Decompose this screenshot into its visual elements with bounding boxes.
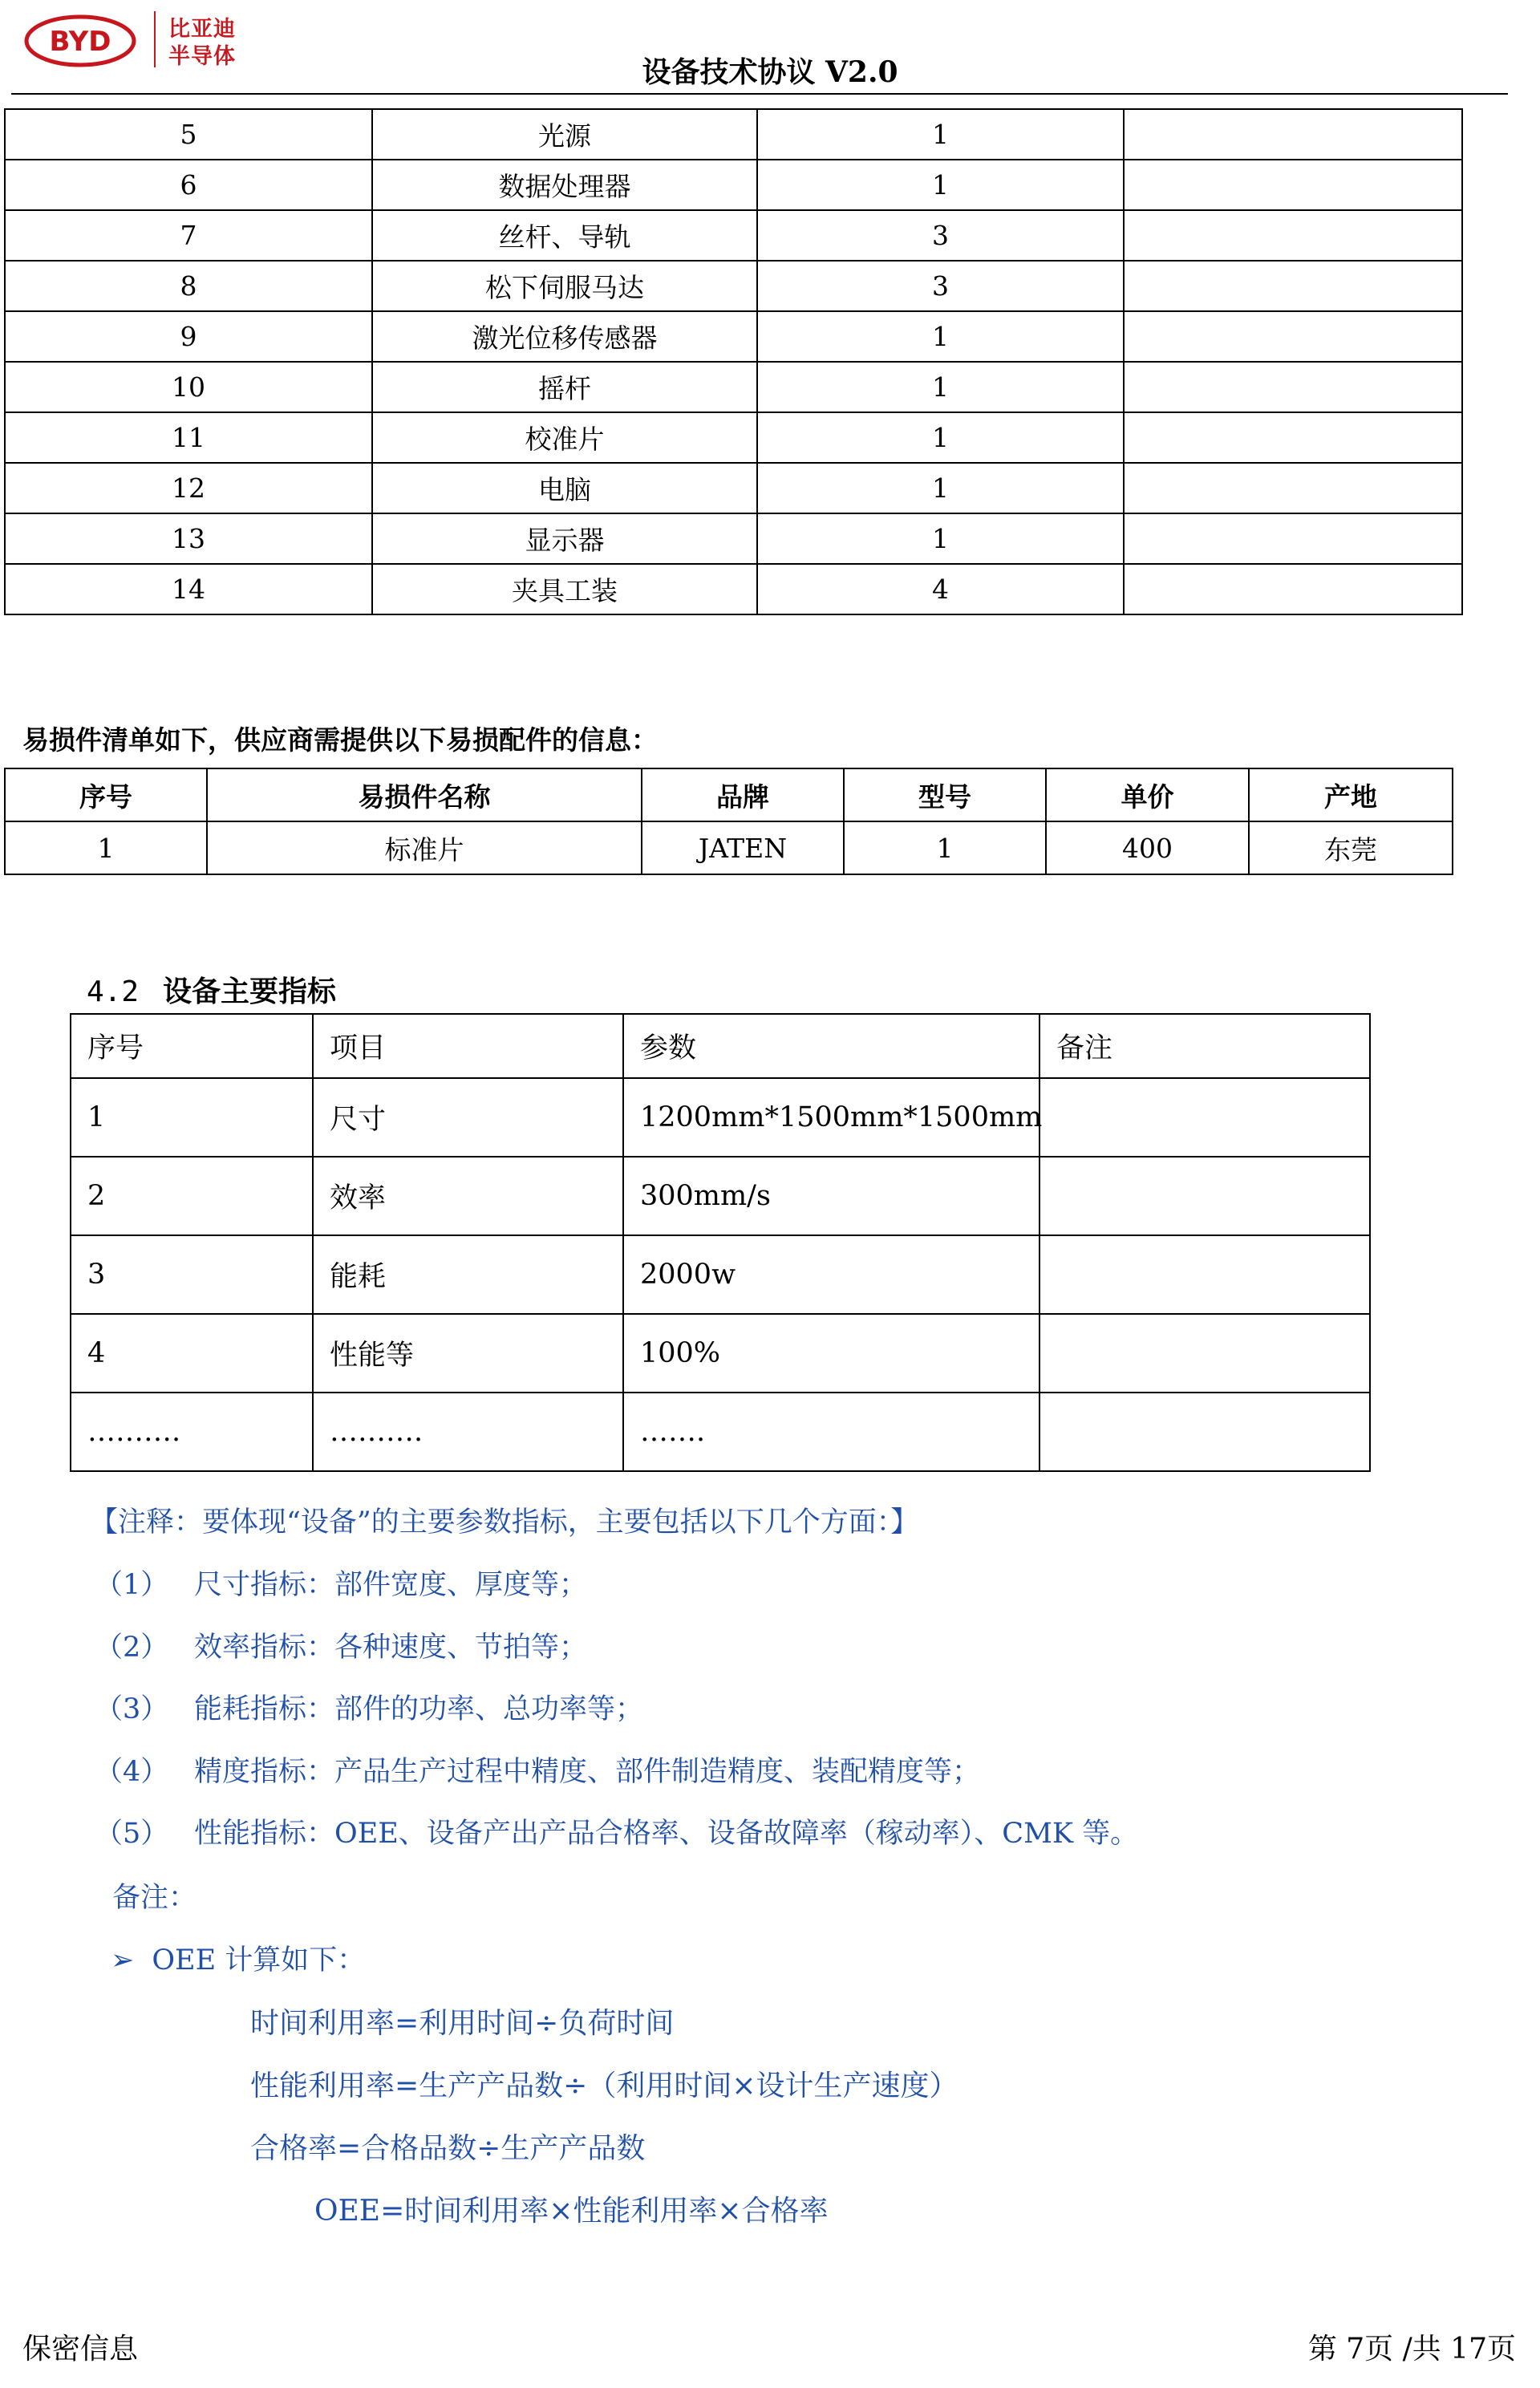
table-cell: 夹具工装 [372,564,757,614]
column-header: 易损件名称 [207,768,642,821]
table-cell [1040,1393,1370,1471]
wear-parts-table [4,768,1453,875]
table-cell: 3 [757,261,1124,311]
section-heading [87,969,336,1010]
table-cell: 1 [757,160,1124,210]
table-cell [1040,1235,1370,1314]
table-cell: 6 [5,160,372,210]
table-cell: 性能等 [313,1314,623,1393]
note-item [95,1563,587,1603]
table-cell: 2 [71,1157,313,1235]
column-header: 备注 [1040,1014,1370,1078]
table-row [5,412,1462,463]
table-cell: 100% [623,1314,1040,1393]
document-title: 设备技术协议 V2.0 [642,55,898,89]
table-cell: ……. [623,1393,1040,1471]
table-cell: 东莞 [1249,821,1453,874]
oee-heading-text: OEE 计算如下： [152,1944,366,1976]
table-row [5,109,1462,160]
table-cell [1040,1078,1370,1157]
notes-intro: 【注释：要体现“设备”的主要参数指标，主要包括以下几个方面：】 [90,1506,919,1539]
note-index: （3） [95,1693,169,1725]
table-row [71,1314,1370,1393]
oee-formula: 性能利用率=生产产品数÷（利用时间×设计生产速度） [250,2070,958,2102]
table-cell: 9 [5,311,372,362]
oee-formula: 合格率=合格品数÷生产产品数 [250,2132,646,2165]
table-row [71,1393,1370,1471]
table-cell: 激光位移传感器 [372,311,757,362]
table-cell: 4 [757,564,1124,614]
oee-formula: OEE=时间利用率×性能利用率×合格率 [314,2195,829,2228]
table-cell [1124,564,1462,614]
table-cell: 3 [71,1235,313,1314]
table-cell: 电脑 [372,463,757,513]
table-cell: 数据处理器 [372,160,757,210]
note-text: 尺寸指标：部件宽度、厚度等； [194,1569,588,1601]
note-text: 效率指标：各种速度、节拍等； [194,1631,588,1664]
table-cell: 显示器 [372,513,757,564]
table-cell: 尺寸 [313,1078,623,1157]
table-cell [1124,210,1462,261]
table-cell: 3 [757,210,1124,261]
table-row [5,210,1462,261]
note-item [95,1687,643,1727]
spec-table [70,1013,1371,1472]
wear-parts-intro: 易损件清单如下，供应商需提供以下易损配件的信息： [22,724,658,756]
column-header: 项目 [313,1014,623,1078]
company-name-line1: 比亚迪 [168,17,236,42]
table-cell: 摇杆 [372,362,757,412]
table-cell: 5 [5,109,372,160]
table-cell: 300mm/s [623,1157,1040,1235]
header-rule [11,93,1508,95]
table-cell: 效率 [313,1157,623,1235]
logo-text: BYD [49,26,111,58]
company-name-line2: 半导体 [168,44,236,69]
table-row [5,261,1462,311]
table-header-row [5,768,1453,821]
table-cell: 400 [1046,821,1249,874]
note-text: 精度指标：产品生产过程中精度、部件制造精度、装配精度等； [194,1755,981,1788]
table-cell: 校准片 [372,412,757,463]
remark-label: 备注： [112,1882,197,1914]
table-cell: 10 [5,362,372,412]
note-text: 能耗指标：部件的功率、总功率等； [194,1693,644,1725]
column-header: 序号 [5,768,207,821]
table-cell: 标准片 [207,821,642,874]
table-row [5,821,1453,874]
table-cell [1124,109,1462,160]
table-cell [1040,1314,1370,1393]
table-cell: 8 [5,261,372,311]
table-row [71,1157,1370,1235]
column-header: 参数 [623,1014,1040,1078]
table-header-row [71,1014,1370,1078]
oee-heading [111,1938,365,1978]
table-cell: 1 [71,1078,313,1157]
table-row [5,513,1462,564]
table-row [71,1078,1370,1157]
table-cell: 2000w [623,1235,1040,1314]
table-cell: 1 [757,362,1124,412]
table-cell: 13 [5,513,372,564]
table-row [5,564,1462,614]
note-index: （4） [95,1755,169,1788]
note-index: （2） [95,1631,169,1664]
oee-formula: 时间利用率=利用时间÷负荷时间 [250,2007,675,2040]
table-cell [1124,362,1462,412]
note-index: （5） [95,1818,169,1850]
table-cell [1040,1157,1370,1235]
table-cell: 11 [5,412,372,463]
table-cell: 12 [5,463,372,513]
column-header: 型号 [844,768,1046,821]
table-row [5,160,1462,210]
table-cell: ………. [313,1393,623,1471]
table-row [71,1235,1370,1314]
table-cell [1124,463,1462,513]
table-cell [1124,311,1462,362]
table-cell: JATEN [642,821,844,874]
note-item [95,1749,980,1790]
table-cell: 1 [757,463,1124,513]
parts-table [4,108,1463,615]
table-row [5,362,1462,412]
note-item [95,1625,587,1665]
table-cell: 松下伺服马达 [372,261,757,311]
column-header: 单价 [1046,768,1249,821]
table-cell: 1 [757,412,1124,463]
column-header: 产地 [1249,768,1453,821]
note-item [95,1811,1138,1851]
bullet-arrow-icon: ➢ [111,1944,135,1976]
table-row [5,463,1462,513]
table-cell: 7 [5,210,372,261]
table-cell [1124,160,1462,210]
table-cell: 丝杆、导轨 [372,210,757,261]
table-cell: 1 [757,513,1124,564]
column-header: 品牌 [642,768,844,821]
table-cell: 1 [5,821,207,874]
table-cell [1124,261,1462,311]
footer-confidential: 保密信息 [22,2333,139,2366]
table-cell: 1 [757,311,1124,362]
table-cell: 光源 [372,109,757,160]
table-cell [1124,513,1462,564]
table-row [5,311,1462,362]
footer-page-number: 第 7页 /共 17页 [1307,2333,1516,2366]
table-cell: 1 [757,109,1124,160]
table-cell: 能耗 [313,1235,623,1314]
table-cell: 1 [844,821,1046,874]
table-cell [1124,412,1462,463]
table-cell: 1200mm*1500mm*1500mm [623,1078,1040,1157]
note-index: （1） [95,1569,169,1601]
table-cell: 14 [5,564,372,614]
section-number: 4.2 [87,975,140,1008]
note-text: 性能指标：OEE、设备产出产品合格率、设备故障率（稼动率）、CMK 等。 [194,1818,1139,1850]
table-cell: 4 [71,1314,313,1393]
section-title: 设备主要指标 [163,975,337,1008]
column-header: 序号 [71,1014,313,1078]
table-cell: ………. [71,1393,313,1471]
